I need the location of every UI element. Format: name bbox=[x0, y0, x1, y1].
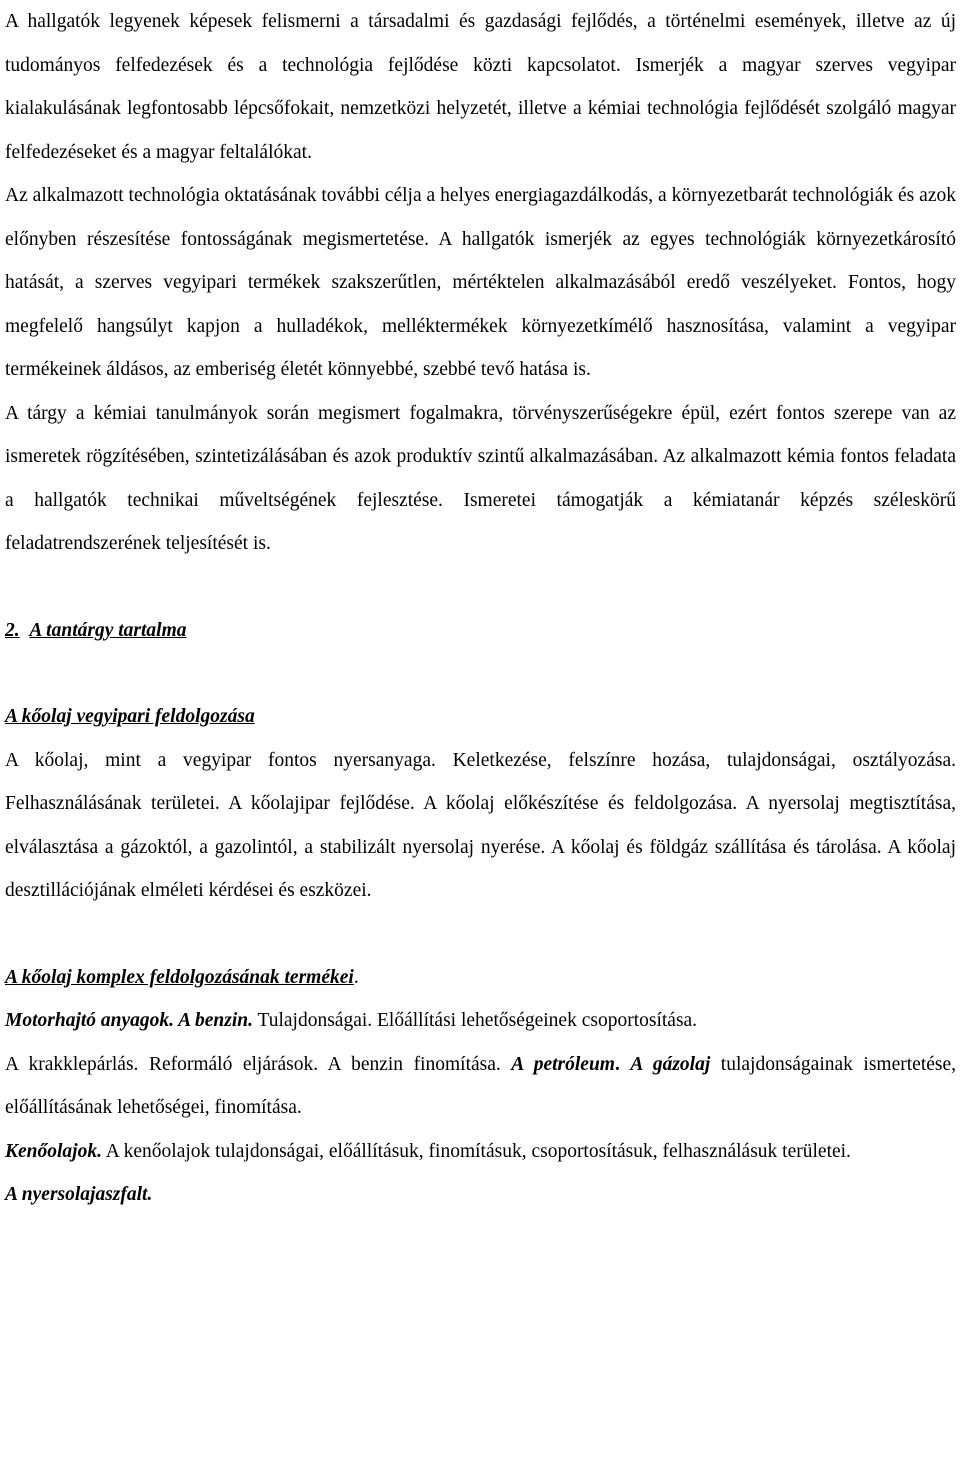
topic-heading-oil-processing: A kőolaj vegyipari feldolgozása bbox=[5, 706, 255, 727]
lubricants-label: Kenőolajok. bbox=[5, 1140, 102, 1162]
topic-heading-products: A kőolaj komplex feldolgozásának termékei bbox=[5, 966, 354, 988]
spacer bbox=[5, 652, 956, 695]
document-page bbox=[5, 0, 956, 1217]
topic-heading-products-tail: . bbox=[353, 966, 359, 988]
diesel-label: A gázolaj bbox=[630, 1053, 711, 1075]
asphalt-label: A nyersolajaszfalt. bbox=[5, 1184, 153, 1205]
spacer bbox=[5, 913, 956, 956]
spacer bbox=[5, 566, 956, 609]
intro-paragraph-3: A tárgy a kémiai tanulmányok során megismert fogalmakra, törvényszerűségekre épül, ezért fontos szerepe van az ismeretek rögzítésében, szintetizálásában és azok produktív szintű alkalmazásában. Az alkalmazott kémia fontos feladata a hallgatók technikai műveltségének fejlesztése. Ismeretei támogatják a kémiatanár képzés széleskörű feladatrendszerének teljesítését is. bbox=[5, 402, 956, 554]
intro-paragraph-2: Az alkalmazott technológia oktatásának további célja a helyes energiagazdálkodás, a környezetbarát technológiák és azok előnyben részesítése fontosságának megismertetése. A hallgatók ismerjék az egyes technológiák környezetkárosító hatását, a szerves vegyipari termékek szakszerűtlen, mértéktelen alkalmazásából eredő veszélyeket. Fontos, hogy megfelelő hangsúlyt kapjon a hulladékok, melléktermékek környezetkímélő hasznosítása, valamint a vegyipar termékeinek áldásos, az emberiség életét könnyebbé, szebbé tevő hatása is. bbox=[5, 185, 956, 380]
topic-heading-products-line bbox=[5, 956, 956, 1000]
petroleum-dot: . bbox=[614, 1053, 631, 1075]
section-number: 2. bbox=[5, 619, 20, 641]
diesel-text: tulajdonságainak ismertetése, előállításának lehetőségei, finomítása. bbox=[5, 1053, 957, 1118]
cracking-text: A krakklepárlás. Reformáló eljárások. A benzin finomítása. bbox=[5, 1053, 512, 1075]
topic-text-oil-processing: A kőolaj, mint a vegyipar fontos nyersanyaga. Keletkezése, felszínre hozása, tulajdonságai, osztályozása. Felhasználásának területei. A kőolajipar fejlődése. A kőolaj előkészítése és feldolgozása. A nyersolaj megtisztítása, elválasztása a gázoktól, a gazolintól, a stabilizált nyersolaj nyerése. A kőolaj és földgáz szállítása és tárolása. A kőolaj desztillációjának elméleti kérdései és eszközei. bbox=[5, 749, 956, 901]
cracking-paragraph bbox=[5, 1043, 956, 1130]
motor-fuels-text: Tulajdonságai. Előállítási lehetőségeinek csoportosítása. bbox=[252, 1010, 698, 1031]
section-heading bbox=[5, 609, 956, 653]
section-title: A tantárgy tartalma bbox=[29, 619, 187, 641]
intro-paragraph-1: A hallgatók legyenek képesek felismerni a társadalmi és gazdasági fejlődés, a történelmi események, illetve az új tudományos felfedezések és a technológia fejlődése közti kapcsolatot. Ismerjék a magyar szerves vegyipar kialakulásának legfontosabb lépcsőfokait, nemzetközi helyzetét, illetve a kémiai technológia fejlődését szolgáló magyar felfedezéseket és a magyar feltalálókat. bbox=[5, 11, 956, 163]
motor-fuels-line bbox=[5, 999, 956, 1043]
lubricants-paragraph bbox=[5, 1130, 956, 1174]
motor-fuels-label: Motorhajtó anyagok. A benzin. bbox=[5, 1010, 253, 1031]
lubricants-text: A kenőolajok tulajdonságai, előállításuk, finomításuk, csoportosításuk, felhasználásuk területei. bbox=[101, 1140, 851, 1162]
asphalt-line bbox=[5, 1173, 956, 1217]
petroleum-label: A petróleum bbox=[511, 1053, 615, 1075]
